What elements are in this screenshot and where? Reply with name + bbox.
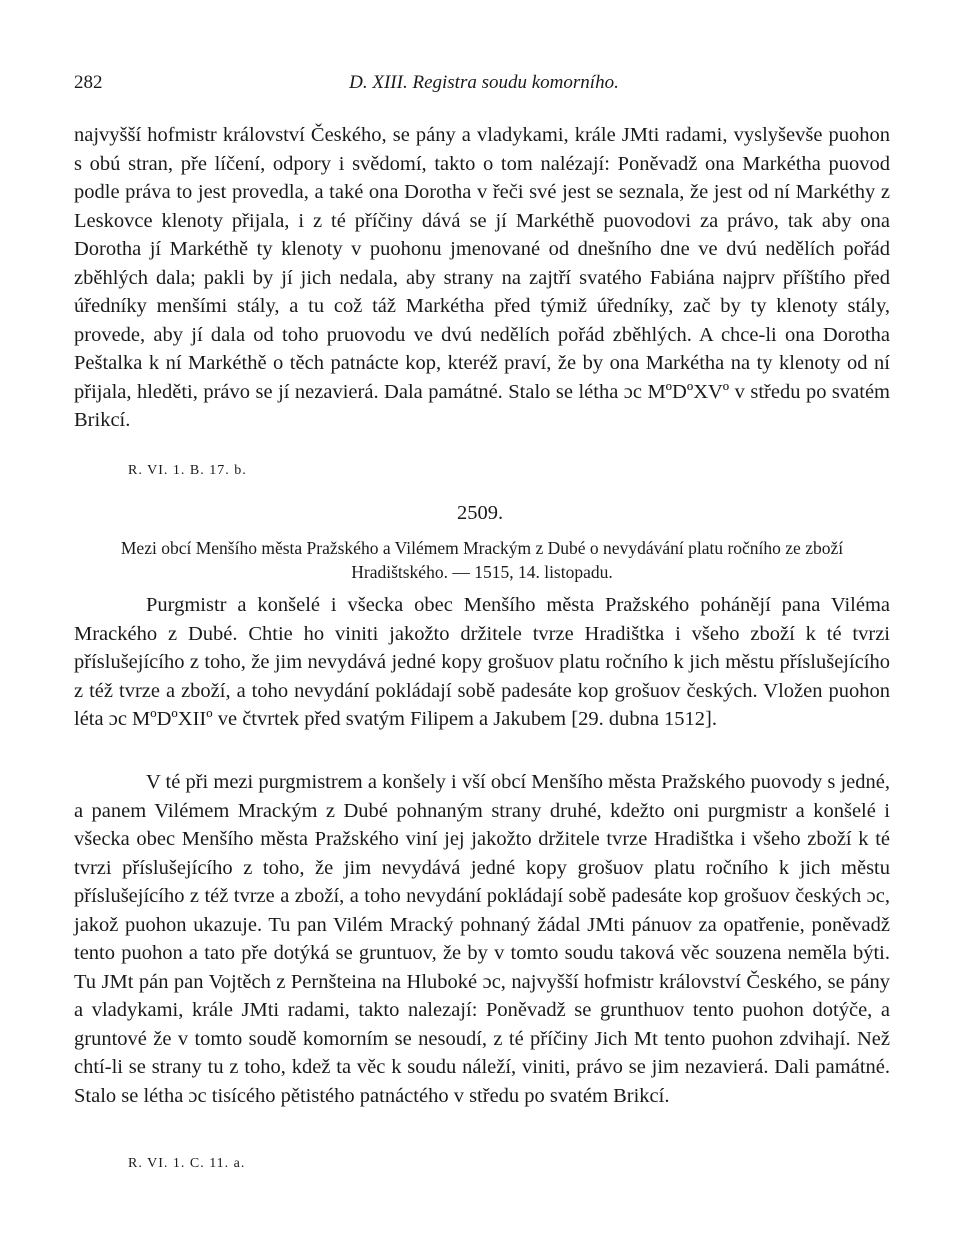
regest-heading: Mezi obcí Menšího města Pražského a Vilémem Mrackým z Dubé o nevydávání platu ročního ze zboží Hradištského. — 1515, 14. listopadu. — [120, 538, 844, 582]
paragraph-3: V té při mezi purgmistrem a konšely i vší obcí Menšího města Pražského puovody s jedné, a panem Vilémem Mrackým z Dubé pohnaným strany druhé, kdežto oni purgmistr a konšelé i všecka obec Menšího města Pražského viní jej jakožto držitele tvrze Hradištka i všeho zboží k té tvrzi příslušejícího z toho, že jim nevydává jedné kopy grošuov platu ročního k jich městu příslušejícího z též tvrze a zboží, a toho nevydání pokládají sobě padesáte kop grošuov českých ɔc, jakož puohon ukazuje. Tu pan Vilém Mracký pohnaný žádal JMti pánuov za opatřenie, poněvadž tento puohon a tato pře dotýká se gruntuov, že by v tomto soudu taková věc souzena neměla býti. Tu JMt pán pan Vojtěch z Pernšteina na Hluboké ɔc, najvyšší hofmistr království Českého, se pány a vladykami, krále JMti radami, takto nalezají: Poněvadž se grunthuov tento puohon dotýče, a gruntové že v tomto soudě komorním se nesoudí, z té příčiny Jich Mt tento puohon zdvihají. Než chtí-li se strany tu z toho, kdež ta věc k soudu náleží, viniti, právo se jim nezavierá. Dali památné. Stalo se létha ɔc tisícého pětistého patnáctého v středu po svatém Brikcí. — [74, 771, 890, 1107]
archival-reference-2: R. VI. 1. C. 11. a. — [128, 1156, 246, 1171]
page-number: 282 — [74, 72, 103, 93]
document-number: 2509. — [456, 502, 504, 524]
page-header — [74, 72, 894, 102]
paragraph-1: najvyšší hofmistr království Českého, se pány a vladykami, krále JMti radami, vyslyševše puohon s obú stran, pře líčení, odpory i svědomí, takto o tom nalézají: Poněvadž ona Markétha puovod podle práva to jest provedla, a také ona Dorotha v řeči své jest se seznala, že jest od ní Markéthy z Leskovce klenoty přijala, i z té příčiny dává se jí Markéthě puovodovi za právo, tak aby ona Dorotha jí Markéthě ty klenoty v puohonu jmenované od dnešního dne ve dvú nedělích pořád zběhlých dala; pakli by jí jich nedala, aby strany na zajtří svatého Fabiána najprv příštího před úředníky menšími stály, a tu což táž Markétha před týmiž úředníky, zač by ty klenoty stály, provede, aby jí dala od toho pruovodu ve dvú nedělích pořád zběhlých. A chce-li ona Dorotha Peštalka k ní Markéthě o těch patnácte kop, kteréž praví, že by ona Markétha na ty klenoty od ní přijala, hleděti, právo se jí nezavierá. Dala památné. Stalo se létha ɔc MºDºXVº v středu po svatém Brikcí. — [74, 124, 890, 431]
archival-reference-1: R. VI. 1. B. 17. b. — [128, 463, 247, 478]
running-title: D. XIII. Registra soudu komorního. — [349, 72, 619, 93]
paragraph-2: Purgmistr a konšelé i všecka obec Menšího města Pražského pohánějí pana Viléma Mrackého z Dubé. Chtie ho viniti jakožto držitele tvrze Hradištka i všeho zboží k té tvrzi příslušejícího z toho, že jim nevydává jedné kopy grošuov platu ročního k jich městu příslušejícího z též tvrze a zboží, a toho nevydání pokládají sobě padesáte kop grošuov českých. Vložen puohon léta ɔc MºDºXIIº ve čtvrtek před svatým Filipem a Jakubem [29. dubna 1512]. — [74, 594, 890, 730]
